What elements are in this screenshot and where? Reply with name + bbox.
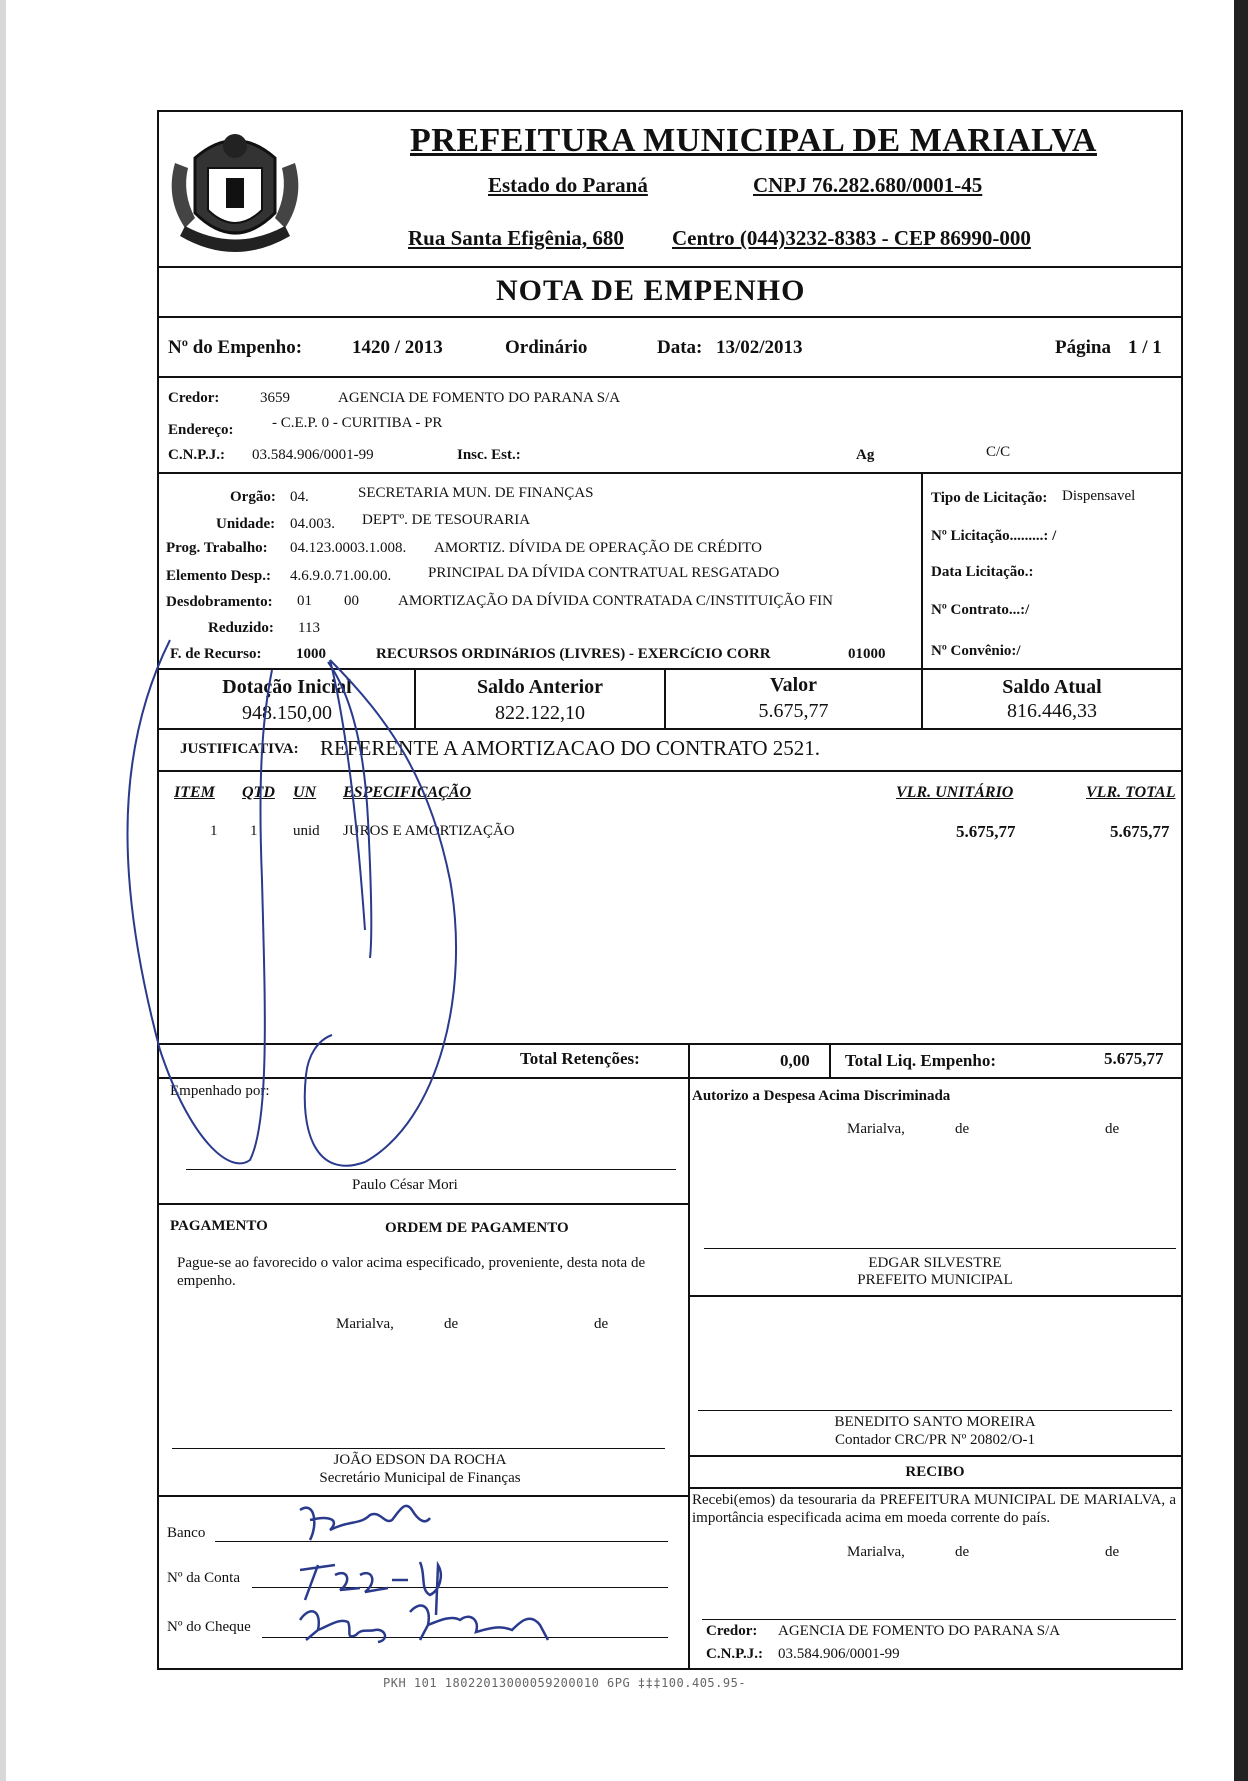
divider xyxy=(688,1487,1183,1489)
recurso-name: RECURSOS ORDINáRIOS (LIVRES) - EXERCíCIO CORR xyxy=(376,646,771,662)
divider xyxy=(157,376,1183,378)
numero-convenio: Nº Convênio:/ xyxy=(931,643,1021,659)
state-label: Estado do Paraná xyxy=(488,173,648,197)
ordem-pagamento-label: ORDEM DE PAGAMENTO xyxy=(385,1220,569,1236)
autorizo-de1: de xyxy=(955,1121,970,1137)
autorizo-label: Autorizo a Despesa Acima Discriminada xyxy=(692,1088,951,1104)
divider xyxy=(157,728,1183,730)
recurso-code: 1000 xyxy=(296,646,326,662)
divider xyxy=(688,1043,690,1077)
desdobramento-name: AMORTIZAÇÃO DA DÍVIDA CONTRATADA C/INSTITUIÇÃO FIN xyxy=(398,593,833,609)
valor-value: 5.675,77 xyxy=(758,700,829,722)
liquido-label: Total Liq. Empenho: xyxy=(845,1051,996,1070)
divider xyxy=(157,1495,688,1497)
recibo-cnpj-label: C.N.P.J.: xyxy=(706,1646,763,1662)
signature-line xyxy=(704,1248,1176,1249)
address-rest: Centro (044)3232-8383 - CEP 86990-000 xyxy=(672,226,1031,250)
desdobramento-code1: 01 xyxy=(297,593,312,609)
recibo-de2: de xyxy=(1105,1544,1120,1560)
dotacao-inicial-label: Dotação Inicial xyxy=(222,676,352,698)
divider xyxy=(157,668,1183,670)
orgao-name: SECRETARIA MUN. DE FINANÇAS xyxy=(358,485,594,501)
cheque-label: Nº do Cheque xyxy=(167,1619,251,1635)
item-un: unid xyxy=(293,823,320,839)
item-qtd: 1 xyxy=(250,823,258,839)
recurso-label: F. de Recurso: xyxy=(170,646,262,662)
items-header-spec: ESPECIFICAÇÃO xyxy=(343,784,472,801)
prefeitura-title: PREFEITURA MUNICIPAL DE MARIALVA xyxy=(410,122,1097,159)
items-header-total: VLR. TOTAL xyxy=(1086,784,1176,801)
empenho-number: 1420 / 2013 xyxy=(352,337,443,358)
contador-name: BENEDITO SANTO MOREIRA xyxy=(834,1414,1036,1430)
cnpj-prefeitura: CNPJ 76.282.680/0001-45 xyxy=(753,173,983,197)
pagamento-city: Marialva, xyxy=(336,1316,394,1332)
numero-licitacao: Nº Licitação.........: / xyxy=(931,528,1057,544)
prog-code: 04.123.0003.1.008. xyxy=(290,540,407,556)
orgao-code: 04. xyxy=(290,489,309,505)
item-number: 1 xyxy=(210,823,218,839)
divider xyxy=(829,1043,831,1077)
conta-line xyxy=(252,1587,668,1588)
cc-label: C/C xyxy=(986,444,1011,460)
date-value: 13/02/2013 xyxy=(716,337,803,358)
saldo-atual-value: 816.446,33 xyxy=(1007,700,1097,722)
divider xyxy=(157,316,1183,318)
footer-stamp: PKH 101 18022013000059200010 6PG ‡‡‡100.405.95- xyxy=(383,1676,747,1690)
signature-line xyxy=(702,1619,1176,1620)
divider xyxy=(921,472,923,668)
justificativa-label: JUSTIFICATIVA: xyxy=(180,741,299,757)
recurso-code2: 01000 xyxy=(848,646,886,662)
pagamento-label: PAGAMENTO xyxy=(170,1218,268,1234)
retencoes-value: 0,00 xyxy=(780,1051,810,1070)
unidade-code: 04.003. xyxy=(290,516,335,532)
unidade-name: DEPTº. DE TESOURARIA xyxy=(362,512,531,528)
recibo-credor: AGENCIA DE FOMENTO DO PARANA S/A xyxy=(778,1623,1061,1639)
dotacao-inicial-value: 948.150,00 xyxy=(242,702,332,724)
divider xyxy=(157,770,1183,772)
tipo-licitacao-value: Dispensavel xyxy=(1062,488,1136,504)
reduzido-label: Reduzido: xyxy=(208,620,274,636)
credor-label: Credor: xyxy=(168,390,220,406)
liquido-value: 5.675,77 xyxy=(1104,1049,1164,1068)
secretario-name: JOÃO EDSON DA ROCHA xyxy=(333,1452,507,1468)
items-header-unit-price: VLR. UNITÁRIO xyxy=(896,784,1014,801)
tipo-licitacao-label: Tipo de Licitação: xyxy=(931,490,1048,506)
reduzido-value: 113 xyxy=(298,620,320,636)
item-spec: JUROS E AMORTIZAÇÃO xyxy=(343,823,515,839)
credor-cnpj-label: C.N.P.J.: xyxy=(168,447,225,463)
empenho-type: Ordinário xyxy=(505,337,588,358)
empenhado-name: Paulo César Mori xyxy=(352,1177,458,1193)
page-right-shadow xyxy=(1234,0,1248,1781)
prog-name: AMORTIZ. DÍVIDA DE OPERAÇÃO DE CRÉDITO xyxy=(434,540,762,556)
prefeito-title: PREFEITO MUNICIPAL xyxy=(857,1272,1013,1288)
contador-title: Contador CRC/PR Nº 20802/O-1 xyxy=(834,1432,1036,1448)
empenhado-label: Empenhado por: xyxy=(170,1083,270,1099)
page-label: Página xyxy=(1055,337,1111,358)
signature-line xyxy=(172,1448,665,1449)
pagamento-de1: de xyxy=(444,1316,459,1332)
recibo-city: Marialva, xyxy=(847,1544,905,1560)
coat-of-arms xyxy=(160,118,310,268)
item-unit-price: 5.675,77 xyxy=(956,822,1016,841)
endereco-label: Endereço: xyxy=(168,422,234,438)
divider xyxy=(157,266,1183,268)
item-total: 5.675,77 xyxy=(1110,822,1170,841)
divider xyxy=(688,1295,1183,1297)
unidade-label: Unidade: xyxy=(216,516,276,532)
items-header-qtd: QTD xyxy=(242,784,275,801)
justificativa-text: REFERENTE A AMORTIZACAO DO CONTRATO 2521. xyxy=(320,736,821,760)
recibo-credor-label: Credor: xyxy=(706,1623,758,1639)
prog-label: Prog. Trabalho: xyxy=(166,540,268,556)
items-header-un: UN xyxy=(293,784,317,801)
cheque-line xyxy=(262,1637,668,1638)
endereco-value: - C.E.P. 0 - CURITIBA - PR xyxy=(272,415,443,431)
pagamento-text: Pague-se ao favorecido o valor acima especificado, proveniente, desta nota de empenho. xyxy=(177,1255,646,1289)
items-header-item: ITEM xyxy=(174,784,215,801)
banco-label: Banco xyxy=(167,1525,206,1541)
desdobramento-code2: 00 xyxy=(344,593,359,609)
recibo-text: Recebi(emos) da tesouraria da PREFEITURA MUNICIPAL DE MARIALVA, a importância especificada acima em moeda corrente do país. xyxy=(692,1492,1176,1526)
autorizo-city: Marialva, xyxy=(847,1121,905,1137)
divider xyxy=(688,1077,690,1670)
signature-line xyxy=(698,1410,1172,1411)
desdobramento-label: Desdobramento: xyxy=(166,594,273,610)
date-label: Data: xyxy=(657,337,703,358)
doc-title: NOTA DE EMPENHO xyxy=(496,274,806,307)
saldo-anterior-label: Saldo Anterior xyxy=(476,676,604,698)
credor-name: AGENCIA DE FOMENTO DO PARANA S/A xyxy=(338,390,621,406)
recibo-de1: de xyxy=(955,1544,970,1560)
ag-label: Ag xyxy=(856,447,875,463)
divider xyxy=(157,1077,1183,1079)
data-licitacao: Data Licitação.: xyxy=(931,564,1034,580)
secretario-title: Secretário Municipal de Finanças xyxy=(319,1470,521,1486)
divider xyxy=(157,1203,688,1205)
page-left-shadow xyxy=(0,0,6,1781)
elemento-name: PRINCIPAL DA DÍVIDA CONTRATUAL RESGATADO xyxy=(428,565,780,581)
signature-line xyxy=(186,1169,676,1170)
saldo-atual-label: Saldo Atual xyxy=(1002,676,1102,698)
recibo-label: RECIBO xyxy=(905,1464,965,1480)
credor-code: 3659 xyxy=(260,390,290,406)
autorizo-de2: de xyxy=(1105,1121,1120,1137)
page-value: 1 / 1 xyxy=(1128,337,1162,358)
insc-label: Insc. Est.: xyxy=(457,447,521,463)
conta-label: Nº da Conta xyxy=(167,1570,240,1586)
divider xyxy=(157,1043,1183,1045)
valor-label: Valor xyxy=(769,674,818,696)
empenho-label: Nº do Empenho: xyxy=(168,337,303,358)
orgao-label: Orgão: xyxy=(230,489,276,505)
pagamento-de2: de xyxy=(594,1316,609,1332)
divider xyxy=(157,472,1183,474)
prefeito-name: EDGAR SILVESTRE xyxy=(868,1255,1002,1271)
numero-contrato: Nº Contrato...:/ xyxy=(931,602,1030,618)
elemento-code: 4.6.9.0.71.00.00. xyxy=(290,568,392,584)
divider xyxy=(688,1455,1183,1457)
recibo-cnpj: 03.584.906/0001-99 xyxy=(778,1646,900,1662)
retencoes-label: Total Retenções: xyxy=(520,1049,640,1068)
credor-cnpj: 03.584.906/0001-99 xyxy=(252,447,374,463)
banco-line xyxy=(215,1541,668,1542)
elemento-label: Elemento Desp.: xyxy=(166,568,271,584)
address-street: Rua Santa Efigênia, 680 xyxy=(408,226,624,250)
saldo-anterior-value: 822.122,10 xyxy=(495,702,585,724)
